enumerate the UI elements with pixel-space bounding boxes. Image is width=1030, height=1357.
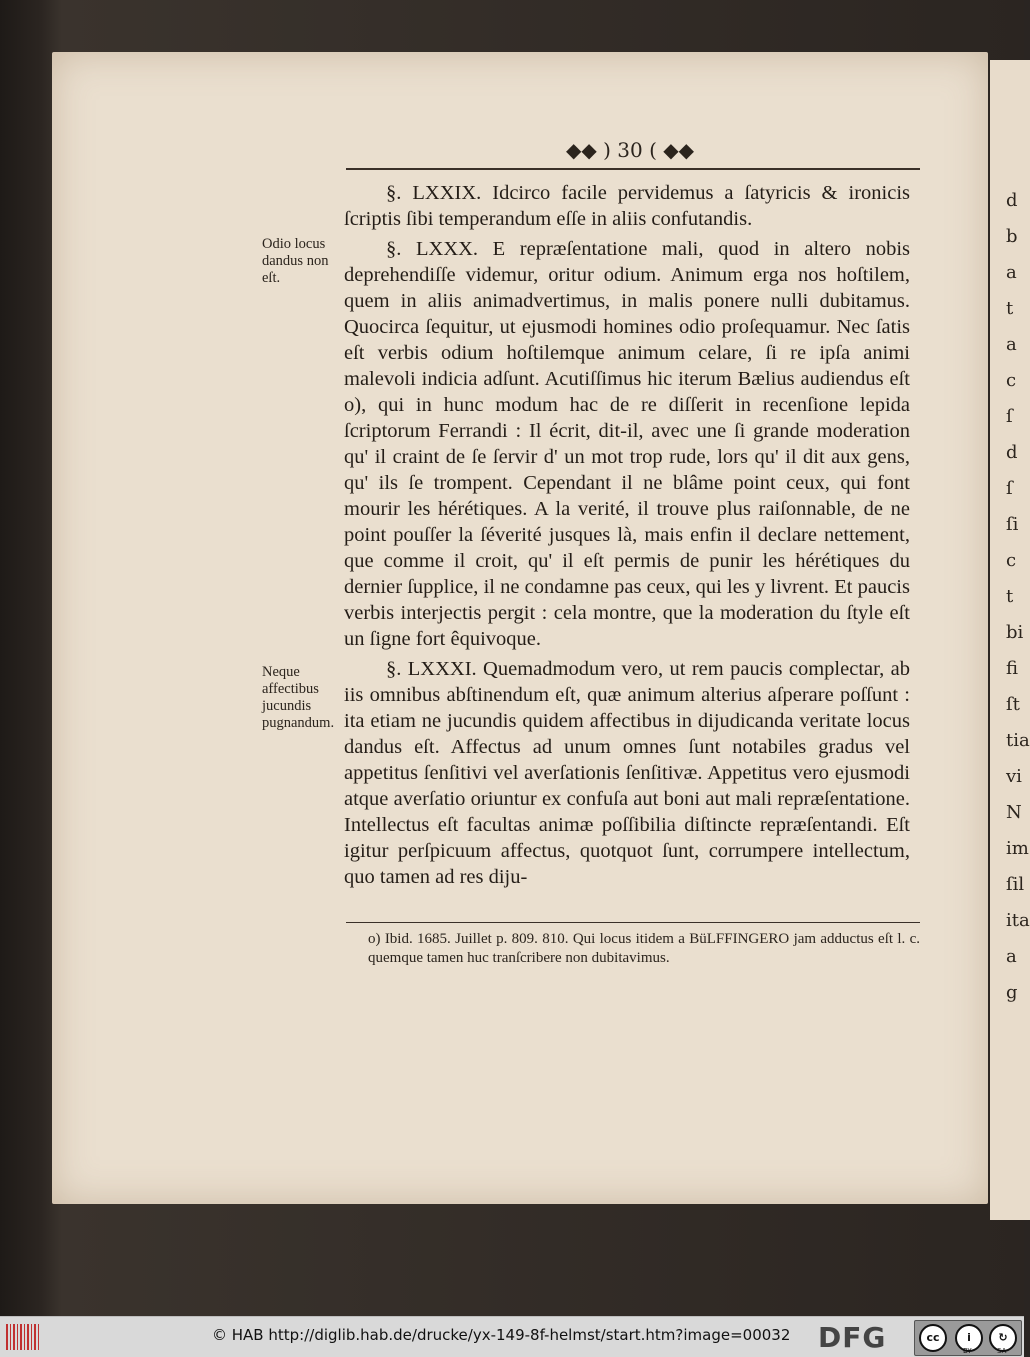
- footnote: o) Ibid. 1685. Juillet p. 809. 810. Qui locus itidem a BüLFFINGERO jam adductus eſt l. c. quemque tamen huc tranſcribere non dubitavimus.: [368, 931, 920, 966]
- cc-license-badge[interactable]: [914, 1320, 1022, 1356]
- next-page-fragment: b: [1006, 226, 1018, 247]
- cc-icon: cc: [919, 1324, 947, 1352]
- next-page-edge: [990, 60, 1030, 1220]
- viewer-footer: [0, 1316, 1024, 1357]
- next-page-fragment: ſ: [1006, 406, 1013, 427]
- margin-note-odio: Odio locus dandus non eſt.: [262, 236, 329, 286]
- next-page-fragment: t: [1006, 298, 1014, 319]
- next-page-fragment: N: [1006, 802, 1022, 823]
- next-page-fragment: c: [1006, 370, 1017, 391]
- page-header: ◆◆ ) 30 ( ◆◆: [565, 138, 694, 162]
- next-page-fragment: im: [1006, 838, 1029, 859]
- next-page-fragment: fi: [1006, 658, 1019, 679]
- sa-icon: ↻: [989, 1324, 1017, 1352]
- next-page-fragment: ſ: [1006, 478, 1013, 499]
- next-page-fragment: a: [1006, 946, 1017, 967]
- by-label: BY: [963, 1347, 972, 1355]
- next-page-fragment: vi: [1006, 766, 1022, 787]
- next-page-fragment: d: [1006, 442, 1018, 463]
- next-page-fragment: d: [1006, 190, 1018, 211]
- sa-label: SA: [997, 1347, 1007, 1355]
- next-page-fragment: bi: [1006, 622, 1024, 643]
- next-page-fragment: ſi: [1006, 514, 1019, 535]
- hab-logo-icon: [6, 1324, 40, 1350]
- next-page-fragment: g: [1006, 982, 1018, 1003]
- next-page-fragment: a: [1006, 262, 1017, 283]
- paragraph-lxxx: §. LXXX. E repræſentatione mali, quod in altero nobis deprehendiſſe videmur, oritur odium. Animum erga nos hoſtilem, quem in aliis animadvertimus, in malis ponere nulli dubitamus. Quocirca ſequitur, ut ejusmodi homines odio proſequamur. Nec ſatis eſt verbis odium hoſtilemque animum celare, ſi re ipſa animi malevoli indicia adſunt. Acutiſſimus hic iterum Bælius audiendus eſt o), qui in hunc modum hac de re diſſerit in recenſione lepida ſcriptorum Ferrandi : Il écrit, dit-il, avec une ſi grande moderation qu' il craint de ſe ſervir d' un mot trop rude, lors qu' il dit aux gens, qu' ils ſe trompent. Cependant il ne blâme point ceux, qui font mourir les hérétiques. A la verité, il trouve plus raiſonnable, de ne point pouſſer la ſéverité jusques là, mais enfin il declare nettement, que comme il croit, qu' il eſt permis de punir les hérétiques du dernier ſupplice, il ne condamne pas ceux, qui les y livrent. Et paucis verbis interjectis pergit : cela montre, que la moderation du ſtyle eſt un ſigne fort êquivoque.: [344, 238, 910, 650]
- next-page-fragment: c: [1006, 550, 1017, 571]
- next-page-fragment: t: [1006, 586, 1014, 607]
- next-page-fragment: ita: [1006, 910, 1030, 931]
- next-page-fragment: tia: [1006, 730, 1030, 751]
- next-page-fragment: a: [1006, 334, 1017, 355]
- source-url[interactable]: © HAB http://diglib.hab.de/drucke/yx-149-8f-helmst/start.htm?image=00032: [212, 1326, 791, 1344]
- dfg-logo: DFG: [818, 1321, 887, 1354]
- next-page-fragment: ſil: [1006, 874, 1025, 895]
- by-icon: i: [955, 1324, 983, 1352]
- paragraph-lxxxi: §. LXXXI. Quemadmodum vero, ut rem paucis complectar, ab iis omnibus abſtinendum eſt, quæ animum alterius aſperare poſſunt : ita etiam ne jucundis quidem affectibus in dijudicanda veritate locus dandus eſt. Affectus ad unum omnes ſunt notabiles gradus vel appetitus ſenſitivi vel averſationis ſenſitivæ. Appetitus vero ejusmodi atque averſatio oriuntur ex confuſa aut boni aut mali repræſentatione. Intellectus eſt facultas animæ poſſibilia diſtincte repræſentandi. Eſt igitur perſpicuum affectus, quotquot ſunt, corrumpere intellectum, quo tamen ad res diju-: [344, 658, 910, 888]
- main-text: [344, 180, 910, 890]
- margin-note-affectibus: Neque affectibus jucundis pugnandum.: [262, 664, 335, 731]
- header-rule: [346, 168, 920, 170]
- next-page-fragment: ſt: [1006, 694, 1020, 715]
- paragraph-lxxix: §. LXXIX. Idcirco facile pervidemus a ſatyricis & ironicis ſcriptis ſibi temperandum eſſe in aliis confutandis.: [344, 182, 910, 230]
- footnote-rule: [346, 922, 920, 923]
